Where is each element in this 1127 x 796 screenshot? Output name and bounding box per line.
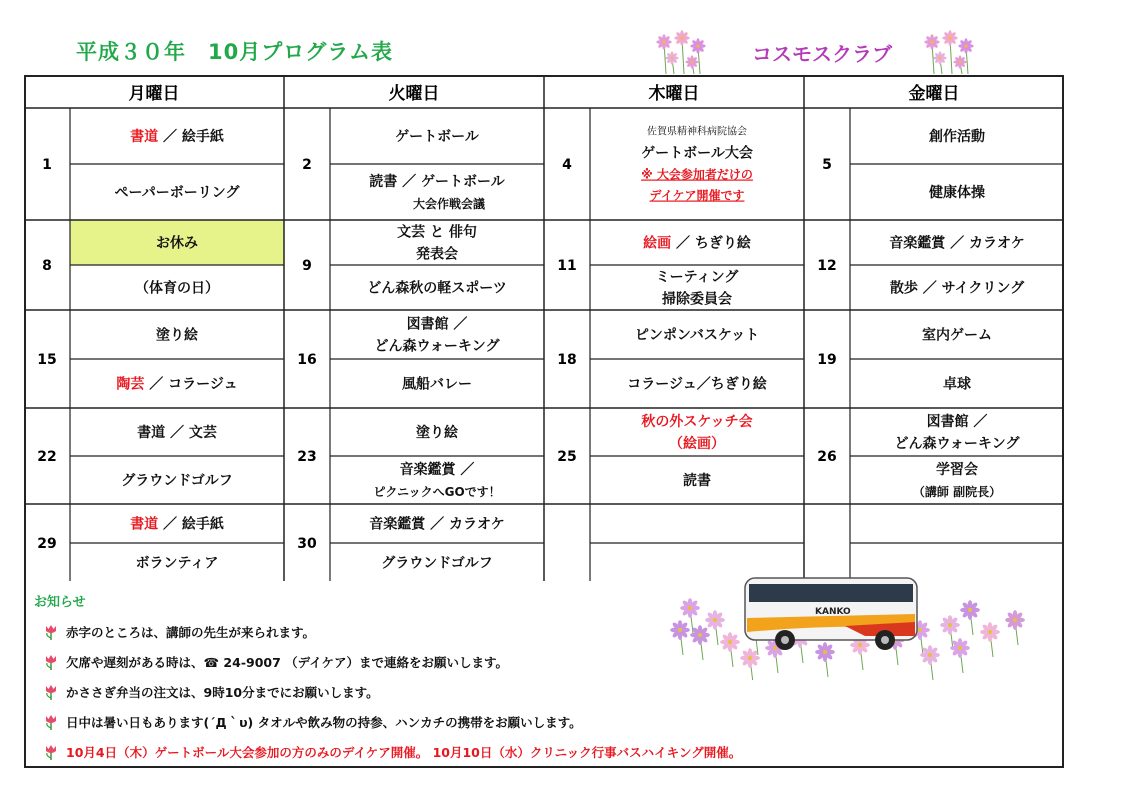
date-number: 26 [817, 449, 837, 465]
date-number: 11 [557, 258, 577, 274]
cell-activity: ゲートボール大会 [641, 145, 753, 162]
date-number: 25 [557, 449, 577, 465]
cell-activity: 塗り絵 [156, 327, 198, 344]
date-number: 8 [42, 258, 52, 274]
cell-activity: コラージュ／ちぎり絵 [627, 376, 767, 393]
date-number: 19 [817, 352, 837, 368]
bus-icon [660, 570, 1040, 680]
day-header: 金曜日 [908, 84, 960, 104]
date-number: 4 [562, 157, 572, 173]
cell-activity: 図書館 ／ [406, 316, 468, 333]
cell-activity: 音楽鑑賞 ／ カラオケ [889, 235, 1025, 252]
cell-activity: お休み [156, 235, 198, 252]
cell-activity: どん森ウォーキング [374, 338, 500, 355]
day-header: 木曜日 [648, 84, 700, 104]
cell-activity: どん森秋の軽スポーツ [367, 280, 507, 297]
club-name: コスモスクラブ [752, 42, 892, 66]
cell-activity: 書道 ／ 絵手紙 [130, 516, 224, 533]
cell-activity: デイケア開催です [649, 188, 745, 203]
cell-activity: 佐賀県精神科病院協会 [647, 126, 747, 138]
tulip-icon [44, 744, 58, 760]
date-number: 16 [297, 352, 317, 368]
day-header: 月曜日 [128, 84, 180, 104]
cell-activity: グラウンドゴルフ [121, 473, 233, 489]
notice-item: 日中は暑い日もあります(´Д｀υ) タオルや飲み物の持参、ハンカチの携帯をお願いします。 [44, 713, 582, 731]
cosmos-flower-icon [918, 28, 978, 74]
cell-activity: 読書 ／ ゲートボール [369, 174, 505, 190]
day-header: 火曜日 [388, 84, 440, 104]
date-number: 2 [302, 157, 312, 173]
cell-activity: 掃除委員会 [662, 291, 732, 308]
date-number: 9 [302, 258, 312, 274]
cell-activity: 文芸 と 俳句 [397, 224, 477, 241]
date-number: 23 [297, 449, 317, 465]
date-number: 12 [817, 258, 837, 274]
cell-activity: 発表会 [416, 246, 458, 263]
cell-activity: グラウンドゴルフ [381, 555, 493, 572]
cell-activity: 書道 ／ 文芸 [137, 425, 217, 441]
cell-activity: 創作活動 [929, 129, 985, 145]
cell-activity: （体育の日） [135, 280, 219, 297]
notice-item: 欠席や遅刻がある時は、☎ 24-9007 （デイケア）まで連絡をお願いします。 [44, 653, 508, 671]
cell-activity: 音楽鑑賞 ／ [399, 462, 475, 478]
cell-activity: （絵画） [669, 436, 725, 452]
date-number: 29 [37, 536, 57, 552]
notice-item: 赤字のところは、講師の先生が来られます。 [44, 623, 315, 641]
tulip-icon [44, 714, 58, 730]
cell-activity: 卓球 [943, 376, 971, 393]
cell-activity: 絵画 ／ ちぎり絵 [643, 235, 751, 252]
cell-activity: 図書館 ／ [926, 414, 988, 430]
cell-activity: 学習会 [936, 462, 978, 478]
tulip-icon [44, 684, 58, 700]
date-number: 15 [37, 352, 57, 368]
cell-activity: 風船バレー [402, 376, 472, 393]
cell-activity: 室内ゲーム [922, 327, 992, 344]
date-number: 22 [37, 449, 57, 465]
cell-activity: ※ 大会参加者だけの [641, 167, 753, 182]
cell-activity: 書道 ／ 絵手紙 [130, 129, 224, 145]
svg-text:KANKO: KANKO [815, 607, 851, 617]
cosmos-flower-icon [650, 28, 710, 74]
cell-activity: 読書 [683, 473, 711, 489]
page-title: 平成３０年 10月プログラム表 [76, 40, 394, 64]
cell-activity: ゲートボール [395, 129, 479, 145]
cell-activity: 秋の外スケッチ会 [641, 414, 753, 430]
cell-activity: 散歩 ／ サイクリング [889, 280, 1025, 297]
cell-activity: ミーティング [655, 269, 739, 286]
cell-activity: ピクニックへGOです！ [373, 485, 501, 499]
tulip-icon [44, 624, 58, 640]
date-number: 5 [822, 157, 832, 173]
notice-item-important: 10月4日（木）ゲートボール大会参加の方のみのデイケア開催。 10月10日（水）クリニック行事バスハイキング開催。 [44, 743, 741, 761]
date-number: 18 [557, 352, 577, 368]
notice-item: かささぎ弁当の注文は、9時10分までにお願いします。 [44, 683, 379, 701]
cell-activity: どん森ウォーキング [894, 436, 1020, 452]
date-number: 1 [42, 157, 52, 173]
cell-activity: 塗り絵 [416, 425, 458, 441]
program-calendar [24, 75, 1064, 581]
cell-activity: （講師 副院長） [912, 485, 1002, 499]
cell-activity: 音楽鑑賞 ／ カラオケ [369, 516, 505, 533]
notice-title: お知らせ [34, 595, 86, 610]
cell-activity: ボランティア [135, 555, 219, 572]
cell-activity: 陶芸 ／ コラージュ [116, 376, 238, 393]
cell-activity: 健康体操 [929, 185, 985, 201]
tulip-icon [44, 654, 58, 670]
cell-activity: ペーパーボーリング [114, 185, 240, 201]
cell-activity: ピンポンバスケット [634, 327, 760, 344]
date-number: 30 [297, 536, 317, 552]
cell-activity: 大会作戦会議 [388, 197, 486, 211]
